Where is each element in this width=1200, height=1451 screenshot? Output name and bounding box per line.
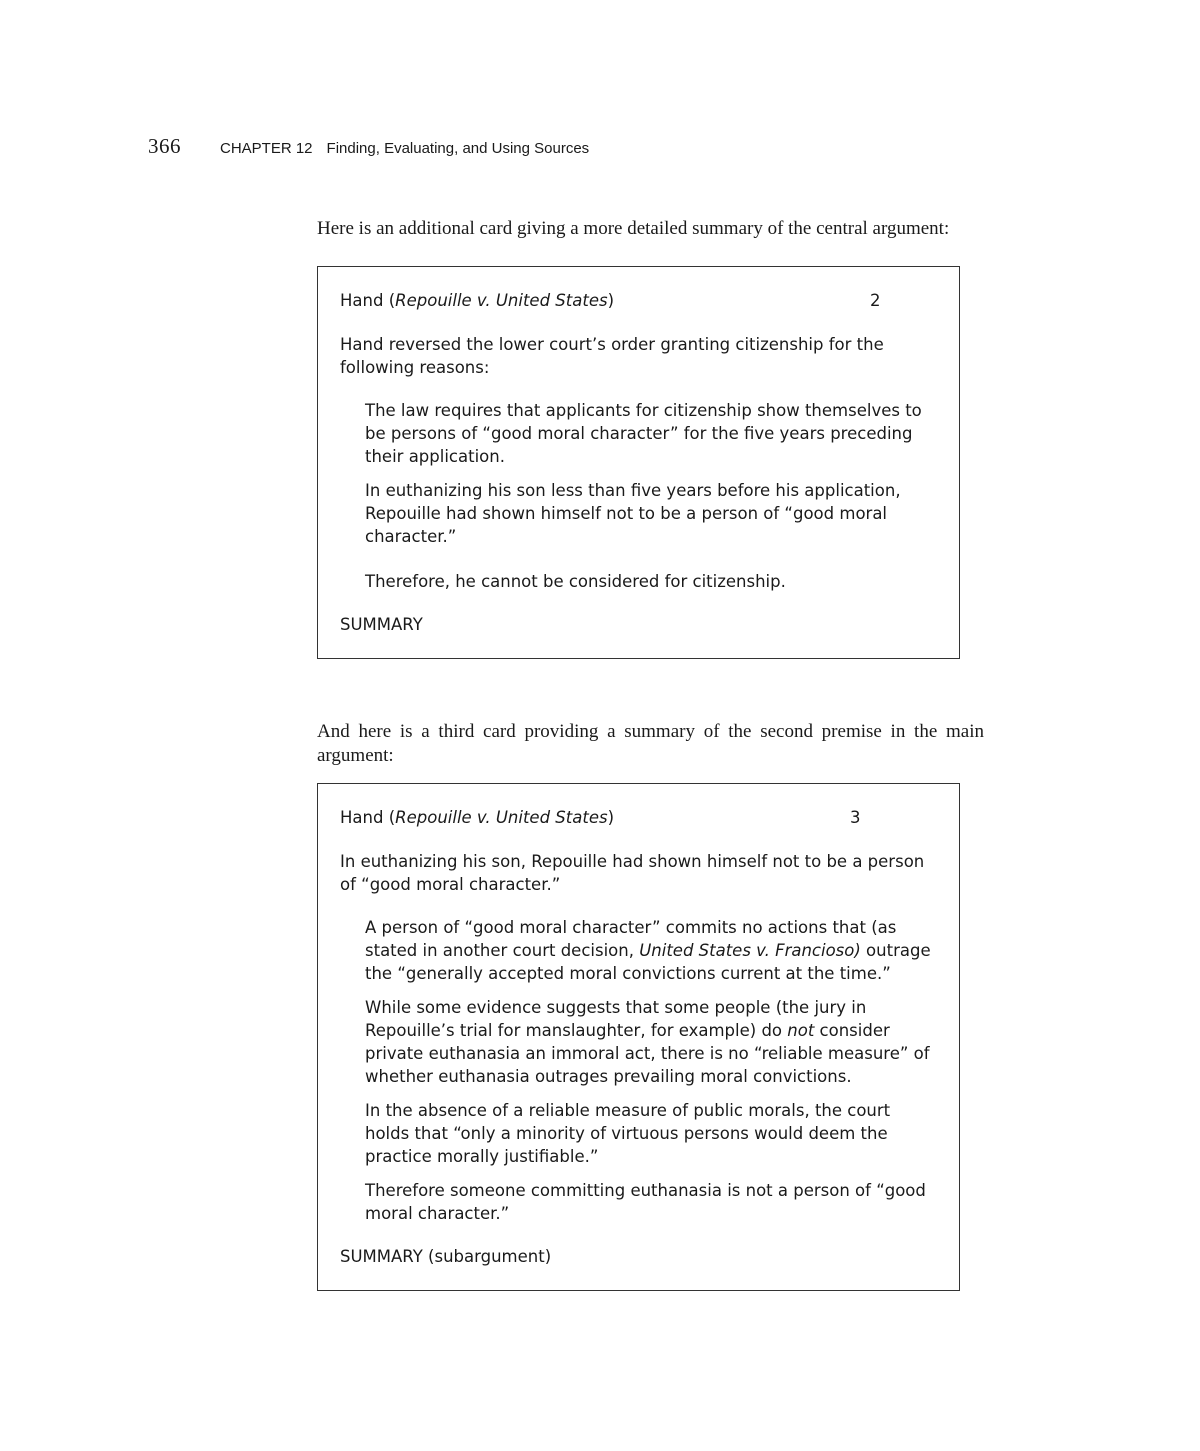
point-emphasis: not bbox=[787, 1021, 815, 1040]
card-tag: SUMMARY (subargument) bbox=[340, 1247, 552, 1266]
running-head bbox=[220, 140, 589, 157]
chapter-label: CHAPTER 12 bbox=[220, 140, 313, 157]
intro-paragraph-1: Here is an additional card giving a more detailed summary of the central argument: bbox=[317, 218, 950, 239]
card-heading bbox=[340, 289, 937, 313]
note-card-2 bbox=[317, 266, 960, 659]
point-text: A person of “good moral character” commits no actions that (as stated in another court decision, bbox=[365, 918, 897, 960]
card-points bbox=[340, 916, 937, 1225]
card-point bbox=[365, 996, 937, 1088]
card-author: Hand ( bbox=[340, 808, 396, 827]
card-author: Hand ( bbox=[340, 291, 396, 310]
card-heading bbox=[340, 806, 937, 830]
card-conclusion: Therefore, he cannot be considered for citizenship. bbox=[365, 572, 786, 591]
point-text: While some evidence suggests that some people (the jury in Repouille’s trial for manslaughter, for example) do bbox=[365, 998, 867, 1040]
card-tag: SUMMARY bbox=[340, 615, 423, 634]
chapter-title: Finding, Evaluating, and Using Sources bbox=[326, 140, 590, 157]
card-point bbox=[365, 916, 937, 985]
card-author-close: ) bbox=[607, 291, 615, 310]
card-point: In the absence of a reliable measure of public morals, the court holds that “only a minority of virtuous persons would deem the practice morally justifiable.” bbox=[365, 1101, 891, 1166]
page-number: 366 bbox=[148, 134, 181, 158]
point-text: consider private euthanasia an immoral act, there is no “reliable measure” of whether euthanasia outrages prevailing moral convictions. bbox=[365, 1021, 930, 1086]
point-text: outrage the “generally accepted moral convictions current at the time.” bbox=[365, 941, 931, 983]
running-header bbox=[148, 134, 589, 168]
card-case-title: Repouille v. United States bbox=[395, 291, 608, 310]
card-case-title: Repouille v. United States bbox=[395, 808, 608, 827]
card-author-close: ) bbox=[607, 808, 615, 827]
card-points bbox=[340, 399, 937, 593]
card-point: The law requires that applicants for citizenship show themselves to be persons of “good moral character” for the five years preceding their application. bbox=[365, 401, 922, 466]
note-card-3 bbox=[317, 783, 960, 1291]
card-main-claim: In euthanizing his son, Repouille had shown himself not to be a person of “good moral character.” bbox=[340, 852, 925, 894]
intro-paragraph-2: And here is a third card providing a summary of the second premise in the main argument: bbox=[317, 721, 984, 766]
card-number: 3 bbox=[850, 808, 861, 827]
card-main-claim: Hand reversed the lower court’s order granting citizenship for the following reasons: bbox=[340, 335, 884, 377]
card-conclusion: Therefore someone committing euthanasia is not a person of “good moral character.” bbox=[365, 1181, 926, 1223]
card-point: In euthanizing his son less than five years before his application, Repouille had shown himself not to be a person of “good moral character.” bbox=[365, 481, 901, 546]
point-case-title: United States v. Francioso) bbox=[639, 941, 861, 960]
card-number: 2 bbox=[870, 291, 881, 310]
